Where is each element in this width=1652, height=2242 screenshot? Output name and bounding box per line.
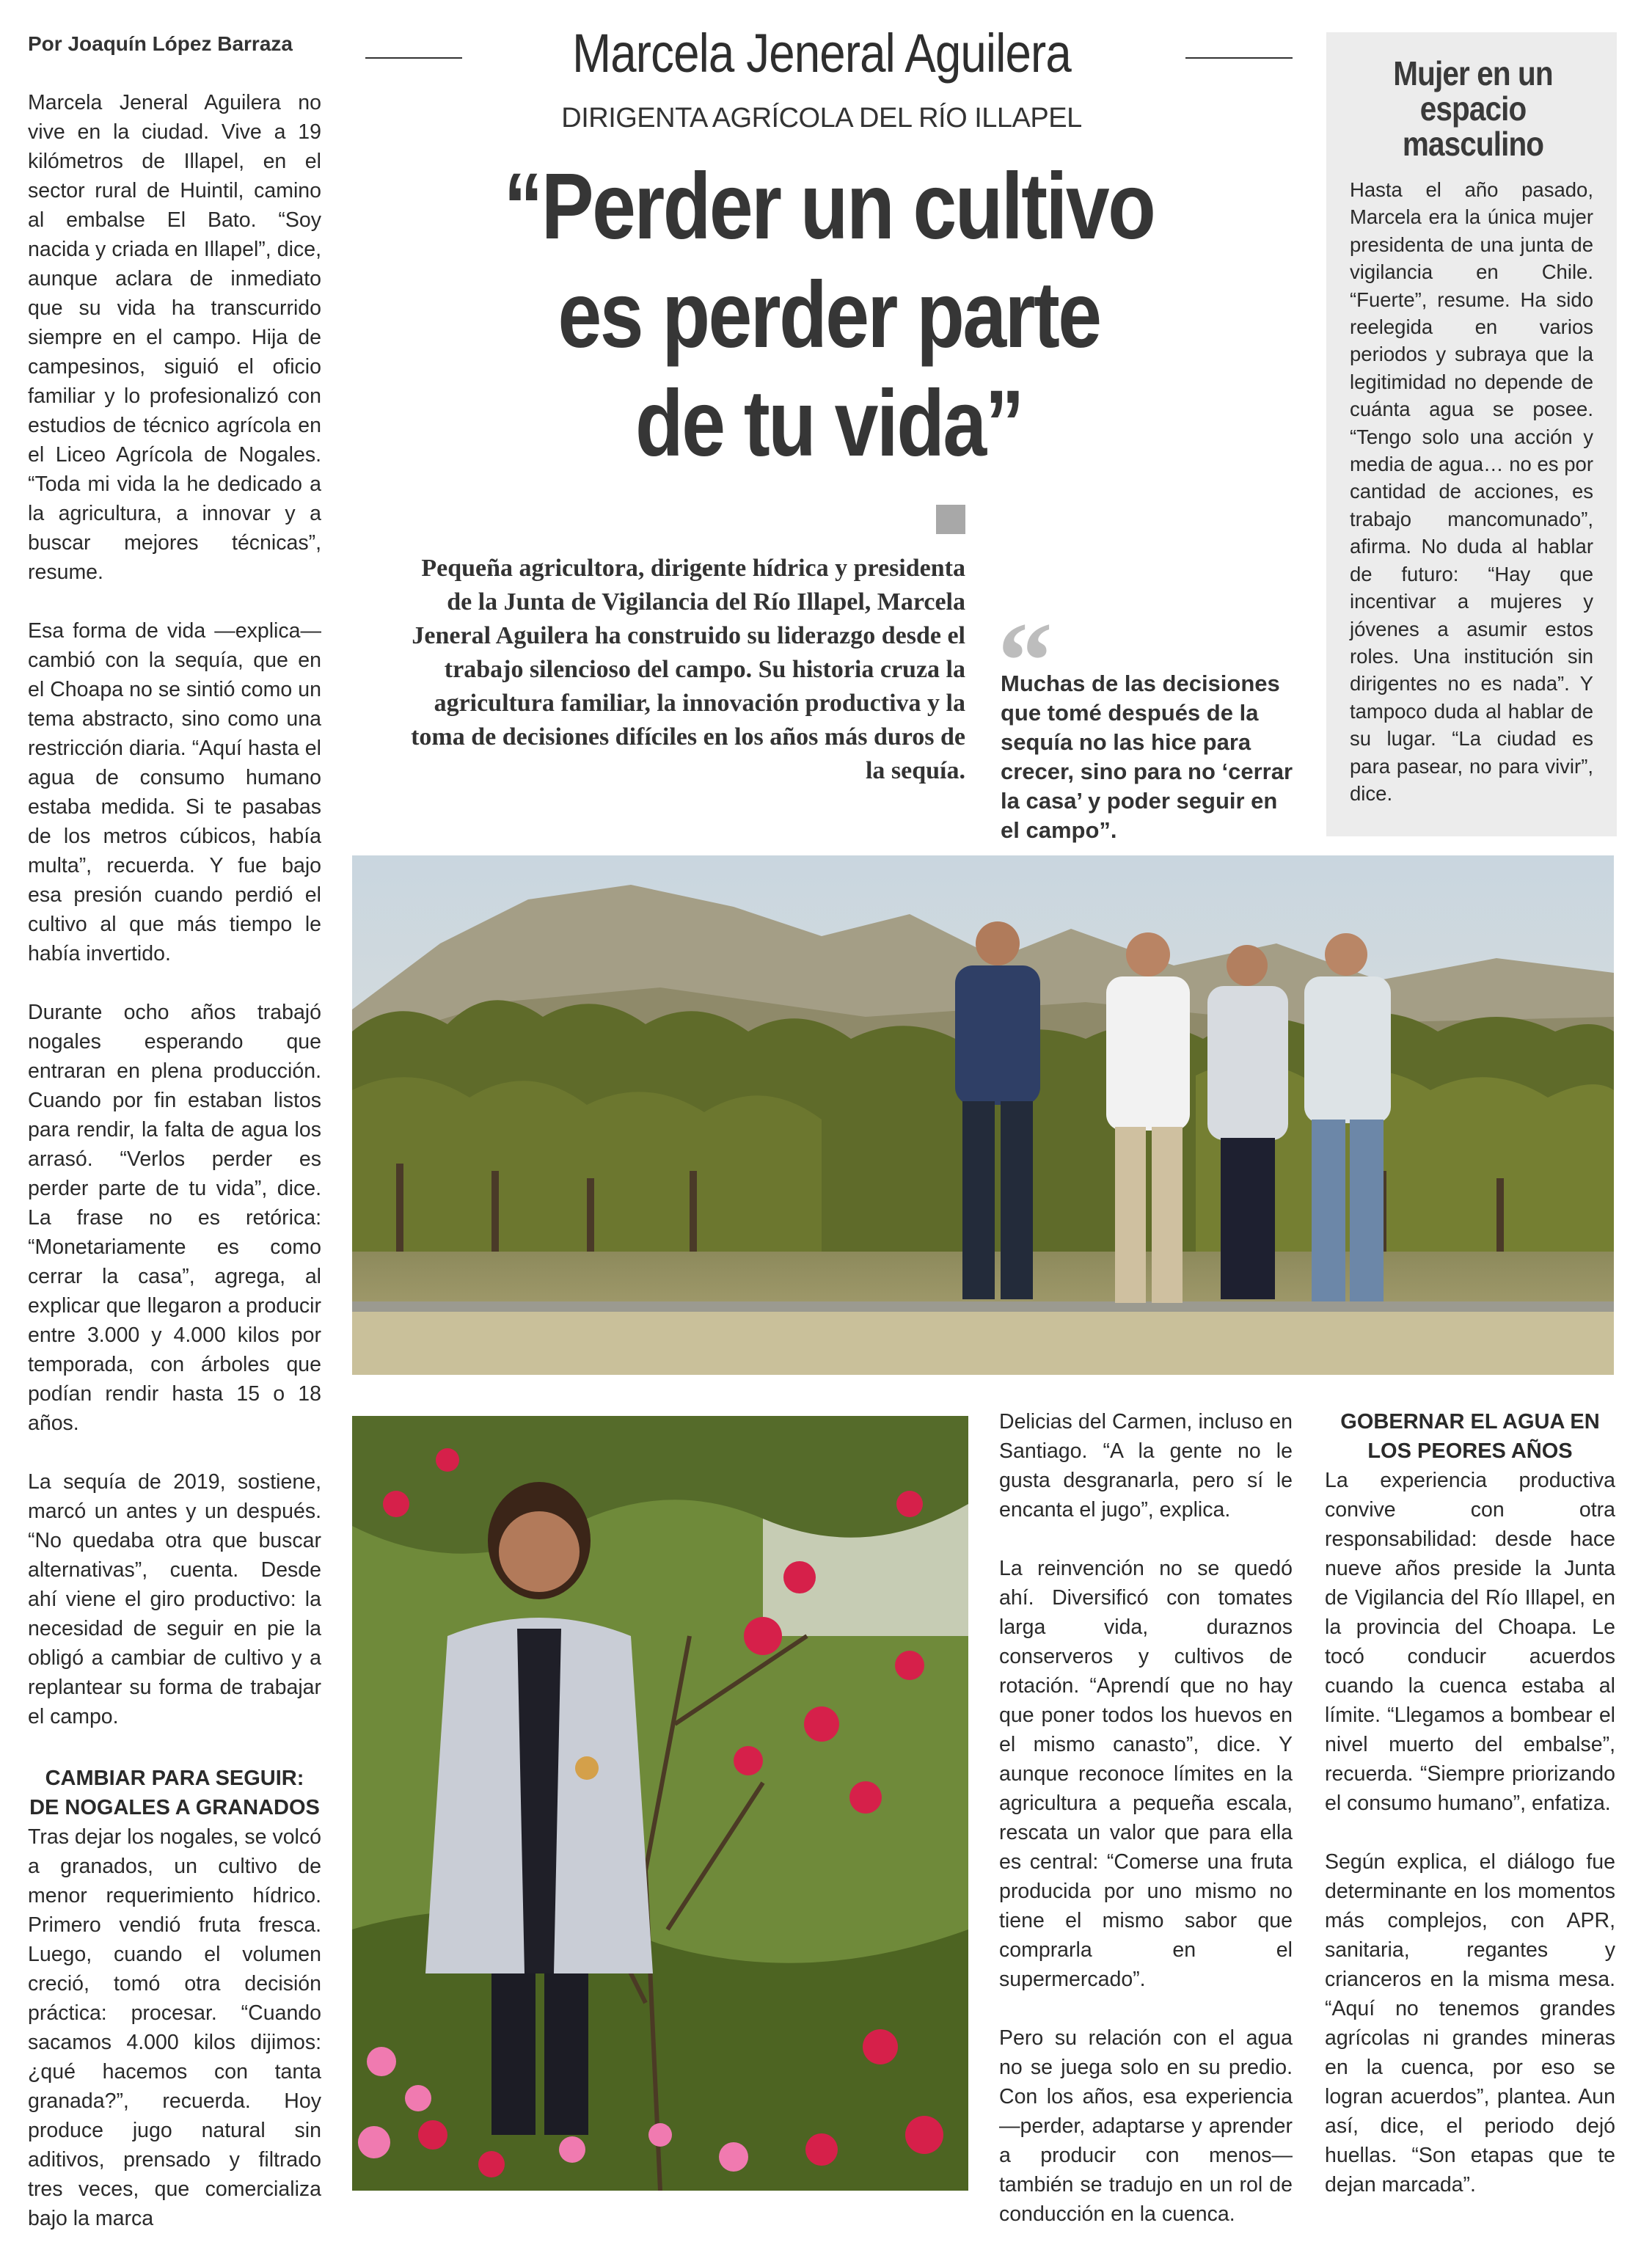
col3-paragraph-3: Pero su relación con el agua no se juega solo en su predio. Con los años, esa experiencia —perder, adaptarse y aprender a producir con menos— también se tradujo en un rol de conducción en la cuenca. xyxy=(999,2026,1293,2226)
sidebar-text: Hasta el año pasado, Marcela era la única mujer presidenta de una junta de vigilancia en Chile. “Fuerte”, resume. Ha sido reelegida en varios periodos y subraya que la legitimidad no depende de cuánta agua se posee. “Tengo solo una acción y media de agua… no es por cantidad de acciones, es trabajo mancomunado”, afirma. No duda al hablar de futuro: “Hay que incentivar a mujeres y jóvenes a asumir estos roles. Una institución sin dirigentes no es nada”. Y tampoco duda al hablar de su lugar. “La ciudad es para pasear, no para vivir”, dice. xyxy=(1350,178,1593,805)
sidebar-title: Mujer en un espacio masculino xyxy=(1393,54,1553,163)
group-photo xyxy=(352,855,1614,1375)
col1-paragraph-4: La sequía de 2019, sostiene, marcó un antes y un después. “No quedaba otra que buscar alternativas”, cuenta. Desde ahí viene el giro productivo: la necesidad de seguir en pie la obligó a cambiar de cultivo y a replantear su forma de trabajar el campo. xyxy=(28,1470,321,1728)
quote-icon: “ xyxy=(998,600,1053,722)
column-1 xyxy=(28,88,321,2233)
col3-paragraph-1: Delicias del Carmen, incluso en Santiago. “A la gente no le gusta desgranarla, pero sí le encanta el jugo”, explica. xyxy=(999,1410,1293,1522)
name-title: Marcela Jeneral Aguilera xyxy=(572,23,1071,84)
headline-line-1: “Perder un cultivo xyxy=(503,154,1155,259)
portrait-photo xyxy=(352,1416,968,2191)
headline-line-2: es perder parte xyxy=(558,263,1100,368)
col1-subhead: CAMBIAR PARA SEGUIR: DE NOGALES A GRANADOS xyxy=(29,1767,320,1819)
headline-line-3: de tu vida” xyxy=(635,371,1023,476)
col4-paragraph-1: La experiencia productiva convive con otra responsabilidad: desde hace nueve años preside la Junta de Vigilancia del Río Illapel, en la provincia del Choapa. Le tocó conducir acuerdos cuando la cuenca estaba al límite. “Llegamos a bombear el nivel muerto del embalse”, recuerda. “Siempre priorizando el consumo humano”, enfatiza. xyxy=(1325,1469,1615,1815)
title-rule-left xyxy=(365,57,462,59)
pull-quote: Muchas de las decisiones que tomé después de la sequía no las hice para crecer, sino para no ‘cerrar la casa’ y poder seguir en el campo”. xyxy=(1001,671,1293,843)
col1-paragraph-2: Esa forma de vida —explica— cambió con la sequía, que en el Choapa no se sintió como un tema abstracto, sino como una restricción diaria. “Aquí hasta el agua de consumo humano estaba medida. Si te pasabas de los metros cúbicos, había multa”, recuerda. Y fue bajo esa presión cuando perdió el cultivo al que más tiempo le había invertido. xyxy=(28,619,321,965)
column-3 xyxy=(999,1407,1293,2229)
col1-paragraph-1: Marcela Jeneral Aguilera no vive en la ciudad. Vive a 19 kilómetros de Illapel, en el sector rural de Huintil, camino al embalse El Bato. “Soy nacida y criada en Illapel”, dice, aunque aclara de inmediato que su vida ha transcurrido siempre en el campo. Hija de campesinos, siguió el oficio familiar y lo profesionalizó con estudios de técnico agrícola en el Liceo Agrícola de Nogales. “Toda mi vida la he dedicado a la agricultura, a innovar y a buscar mejores técnicas”, resume. xyxy=(28,91,321,584)
col1-paragraph-3: Durante ocho años trabajó nogales esperando que entraran en plena producción. Cuando por fin estaban listos para rendir, la falta de agua los arrasó. “Verlos perder es perder parte de tu vida”, dice. La frase no es retórica: “Monetariamente es como cerrar la casa”, agrega, al explicar que llegaron a producir entre 3.000 y 4.000 kilos por temporada, con árboles que podían rendir hasta 15 o 18 años. xyxy=(28,1001,321,1435)
lead-paragraph: Pequeña agricultora, dirigente hídrica y presidenta de la Junta de Vigilancia del Río Illapel, Marcela Jeneral Aguilera ha construido su liderazgo desde el trabajo silencioso del campo. Su historia cruza la agricultura familiar, la innovación productiva y la toma de decisiones difíciles en los años más duros de la sequía. xyxy=(411,555,965,784)
col4-subhead: GOBERNAR EL AGUA EN LOS PEORES AÑOS xyxy=(1340,1410,1600,1463)
col4-paragraph-2: Según explica, el diálogo fue determinante en los momentos más complejos, con APR, sanitaria, regantes y crianceros en la misma mesa. “Aquí no tenemos grandes agrícolas ni grandes mineras en la cuenca, por eso se logran acuerdos”, plantea. Aun así, dice, el periodo dejó huellas. “Son etapas que te dejan marcada”. xyxy=(1325,1850,1615,2197)
decorative-square xyxy=(936,505,965,534)
col3-paragraph-2: La reinvención no se quedó ahí. Diversificó con tomates larga vida, duraznos conserveros y cultivos de rotación. “Aprendí que no hay que poner todos los huevos en el mismo canasto”, dice. Y aunque reconoce límites en la agricultura a pequeña escala, rescata un valor que para ella es central: “Comerse una fruta producida por uno mismo no tiene el mismo sabor que comprarla en el supermercado”. xyxy=(999,1557,1293,1991)
kicker: DIRIGENTA AGRÍCOLA DEL RÍO ILLAPEL xyxy=(561,103,1082,134)
headline xyxy=(411,153,1247,478)
col1-paragraph-5: Tras dejar los nogales, se volcó a granados, un cultivo de menor requerimiento hídrico. Primero vendió fruta fresca. Luego, cuando el volumen creció, tomó otra decisión práctica: procesar. “Cuando sacamos 4.000 kilos dijimos: ¿qué hacemos con tanta granada?”, recuerda. Hoy produce jugo natural sin aditivos, prensado y filtrado tres veces, que comercializa bajo la marca xyxy=(28,1825,321,2230)
column-4 xyxy=(1325,1407,1615,2199)
title-rule-right xyxy=(1185,57,1293,59)
byline: Por Joaquín López Barraza xyxy=(28,32,293,55)
